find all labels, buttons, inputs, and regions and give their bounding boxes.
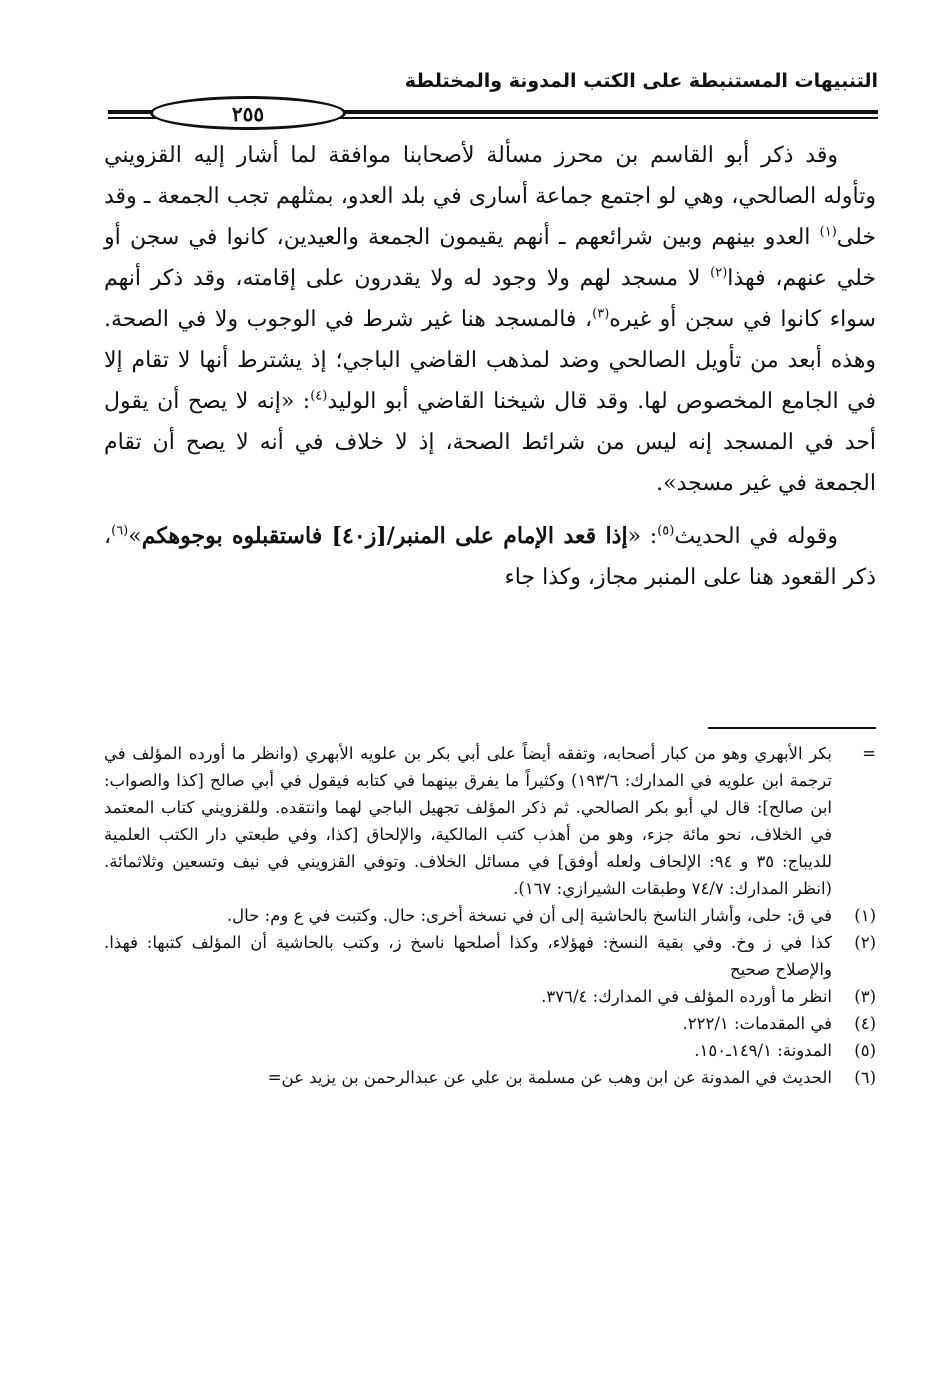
footnotes	[104, 740, 876, 1091]
running-title: التنبيهات المستنبطة على الكتب المدونة والمختلطة	[404, 70, 878, 92]
footnote-number: (٣)	[854, 987, 876, 1006]
footnote-text: المدونة: ١٤٩/١ـ١٥٠.	[694, 1041, 832, 1060]
footnote-text: في المقدمات: ٢٢٢/١.	[682, 1014, 832, 1033]
footnote-item	[104, 929, 876, 983]
paragraph-1	[104, 135, 876, 504]
paragraph-2-text-b: : «	[627, 524, 658, 549]
paragraph-2-text-c: »	[128, 524, 142, 549]
footnote-ref-1: (١)	[819, 224, 837, 240]
paragraph-1-text-c: لا مسجد لهم ولا وجود له ولا يقدرون على إقامته، وقد ذكر أنهم سواء كانوا في سجن أو غيره	[104, 266, 876, 332]
footnote-number: (٤)	[854, 1014, 876, 1033]
paragraph-1-text-b: العدو بينهم وبين شرائعهم ـ أنهم يقيمون الجمعة والعيدين، كانوا في سجن أو خلي عنهم، فهذا	[104, 225, 877, 291]
footnote-number: (٦)	[854, 1068, 876, 1087]
footnote-text: انظر ما أورده المؤلف في المدارك: ٣٧٦/٤.	[541, 987, 832, 1006]
footnote-item	[104, 1037, 876, 1064]
footnote-text: الحديث في المدونة عن ابن وهب عن مسلمة بن علي عن عبدالرحمن بن يزيد عن=	[267, 1068, 832, 1087]
page-number: ٢٥٥	[231, 102, 265, 126]
footnote-text: كذا في ز وخ. وفي بقية النسخ: فهؤلاء، وكذا أصلحها ناسخ ز، وكتب بالحاشية أن المؤلف كتبها: فهذا. والإصلاح صحيح	[104, 933, 832, 979]
paragraph-2-text-d: ، ذكر القعود هنا على المنبر مجاز، وكذا جاء	[104, 524, 876, 590]
footnote-item	[104, 740, 876, 902]
footnote-item	[104, 902, 876, 929]
footnote-number: (٢)	[854, 933, 876, 952]
footnote-separator	[708, 727, 876, 729]
footnote-ref-6: (٦)	[111, 523, 129, 539]
running-header	[108, 70, 878, 128]
footnote-item	[104, 983, 876, 1010]
paragraph-1-text-a: وقد ذكر أبو القاسم بن محرز مسألة لأصحابنا موافقة لما أشار إليه القزويني وتأوله الصالحي، وهي لو اجتمع جماعة أسارى في بلد العدو، بمثلهم تجب الجمعة ـ وقد خلى	[104, 143, 876, 250]
footnote-ref-2: (٢)	[710, 265, 728, 281]
footnote-ref-5: (٥)	[657, 523, 675, 539]
footnote-number: (١)	[854, 906, 876, 925]
footnote-item	[104, 1064, 876, 1091]
paragraph-1-text-d: ، فالمسجد هنا غير شرط في الوجوب ولا في الصحة. وهذه أبعد من تأويل الصالحي وضد لمذهب القاضي الباجي؛ إذ يشترط أنها لا تقام إلا في الجامع المخصوص لها. وقد قال شيخنا القاضي أبو الوليد	[104, 307, 876, 414]
footnote-text: في ق: حلى، وأشار الناسخ بالحاشية إلى أن في نسخة أخرى: حال. وكتبت في ع وم: حال.	[226, 906, 832, 925]
main-text	[104, 135, 876, 598]
footnote-ref-4: (٤)	[310, 388, 328, 404]
paragraph-2-text-a: وقوله في الحديث	[674, 524, 838, 549]
footnote-number: (٥)	[854, 1041, 876, 1060]
footnote-number: =	[862, 744, 876, 763]
footnote-item	[104, 1010, 876, 1037]
hadith-quote: إذا قعد الإمام على المنبر/[ز٤٠] فاستقبلوه بوجوهكم	[141, 523, 628, 549]
footnote-text: بكر الأبهري وهو من كبار أصحابه، وتفقه أيضاً على أبي بكر بن علويه الأبهري (وانظر ما أورده المؤلف في ترجمة ابن علويه في المدارك: ١٩٣/٦) وكثيراً ما يفرق بينهما في كتابه فيقول في أبي صالح [كذا والصواب: ابن صالح]: قال لي أبو بكر الصالحي. ثم ذكر المؤلف تجهيل الباجي لهما وانتقده. وللقزويني كتاب المعتمد في الخلاف، نحو مائة جزء، وهو من أهذب كتب المالكية، والإلحاق [كذا، وفي طبعتي دار الكتب العلمية للديباج: ٣٥ و ٩٤: الإلحاف ولعله أوفق] في مسائل الخلاف. وتوفي القزويني في نيف وتسعين وثلاثمائة. (انظر المدارك: ٧٤/٧ وطبقات الشيرازي: ١٦٧).	[104, 744, 832, 898]
paragraph-2	[104, 516, 876, 598]
footnote-ref-3: (٣)	[592, 306, 610, 322]
paragraph-1-text-e: : «إنه لا يصح أن يقول أحد في المسجد إنه ليس من شرائط الصحة، إذ لا خلاف في أنه لا يصح أن تقام الجمعة في غير مسجد».	[104, 389, 876, 496]
page-number-oval	[150, 96, 346, 130]
